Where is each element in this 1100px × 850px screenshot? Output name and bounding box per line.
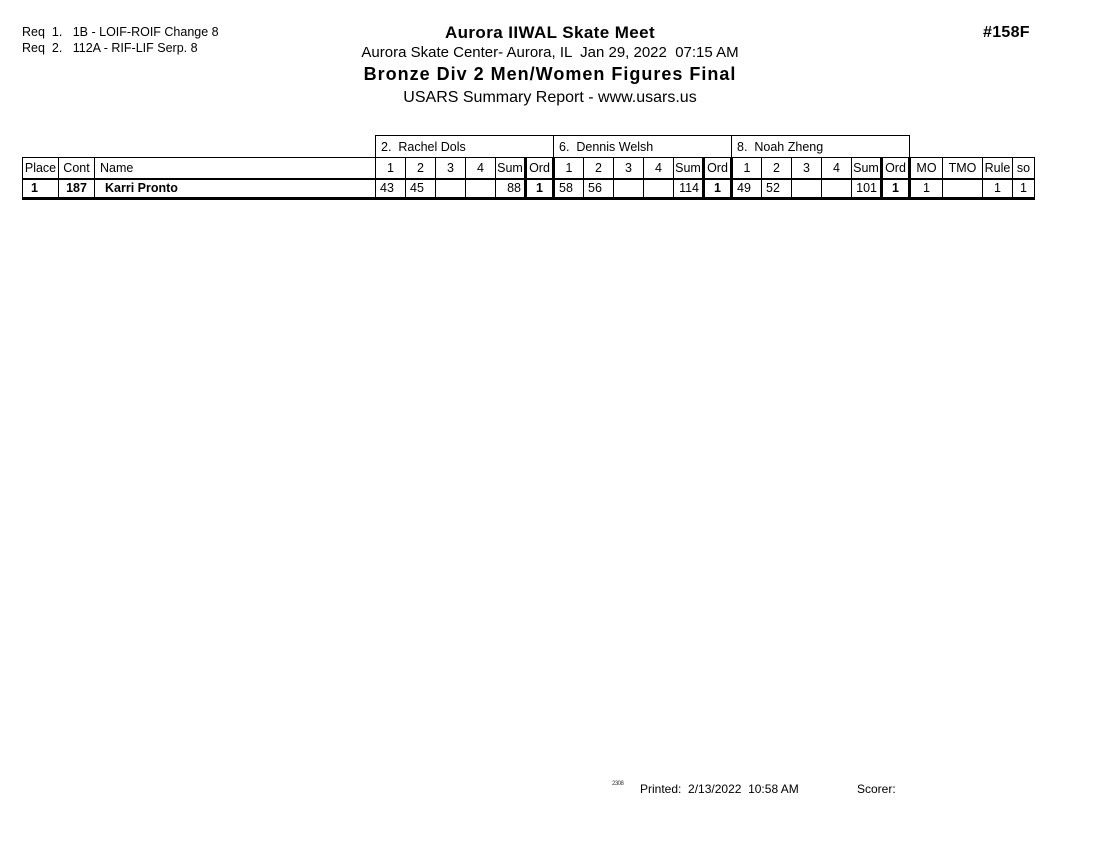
majority-ordinal: 1	[910, 179, 943, 199]
header-place: Place	[23, 158, 59, 179]
j2-sum: 114	[674, 179, 704, 199]
header-j3-4: 4	[822, 158, 852, 179]
j1-score-2: 45	[406, 179, 436, 199]
header-j3-1: 1	[732, 158, 762, 179]
header-j3-2: 2	[762, 158, 792, 179]
header-cont: Cont	[59, 158, 95, 179]
printed-timestamp	[640, 782, 799, 796]
j2-score-2: 56	[584, 179, 614, 199]
scorer-label: Scorer:	[857, 782, 896, 796]
header-j3-sum: Sum	[852, 158, 882, 179]
skater-place: 1	[23, 179, 59, 199]
header-j3-ord: Ord	[882, 158, 910, 179]
title-block	[0, 23, 1100, 110]
header-j3-3: 3	[792, 158, 822, 179]
header-j2-1: 1	[554, 158, 584, 179]
header-j1-1: 1	[376, 158, 406, 179]
j1-score-4	[466, 179, 496, 199]
header-j2-3: 3	[614, 158, 644, 179]
column-header-row	[23, 158, 1035, 179]
total-majority-ordinal	[943, 179, 983, 199]
header-j2-ord: Ord	[704, 158, 732, 179]
printed-label: Printed:	[640, 782, 682, 796]
so-value: 1	[1013, 179, 1035, 199]
results-table	[22, 135, 1035, 200]
header-j1-sum: Sum	[496, 158, 526, 179]
j1-score-3	[436, 179, 466, 199]
header-tmo: TMO	[943, 158, 983, 179]
header-rule: Rule	[983, 158, 1013, 179]
report-type-line: USARS Summary Report - www.usars.us	[403, 89, 697, 106]
header-name: Name	[95, 158, 376, 179]
skater-contestant-number: 187	[59, 179, 95, 199]
venue-date-line: Aurora Skate Center- Aurora, IL Jan 29, 2022 07:15 AM	[361, 44, 739, 61]
header-j2-2: 2	[584, 158, 614, 179]
header-so: so	[1013, 158, 1035, 179]
j3-score-1: 49	[732, 179, 762, 199]
j3-score-2: 52	[762, 179, 792, 199]
scorer-line	[857, 782, 896, 796]
j1-sum: 88	[496, 179, 526, 199]
j3-ordinal: 1	[882, 179, 910, 199]
j1-ordinal: 1	[526, 179, 554, 199]
header-j2-sum: Sum	[674, 158, 704, 179]
judge-row-spacer-left	[23, 136, 376, 158]
j2-ordinal: 1	[704, 179, 732, 199]
skater-result-row	[23, 179, 1035, 199]
judge-2-name: 6. Dennis Welsh	[554, 136, 732, 158]
header-mo: MO	[910, 158, 943, 179]
header-j1-ord: Ord	[526, 158, 554, 179]
event-number: #158F	[983, 24, 1030, 41]
event-title: Bronze Div 2 Men/Women Figures Final	[363, 64, 737, 84]
j3-score-4	[822, 179, 852, 199]
judge-row-spacer-right	[910, 136, 1035, 158]
micro-code: 2308	[612, 781, 624, 787]
header-j1-2: 2	[406, 158, 436, 179]
printed-value: 2/13/2022 10:58 AM	[688, 782, 799, 796]
requirement-line-1: Req 1. 1B - LOIF-ROIF Change 8	[22, 25, 219, 39]
j1-score-1: 43	[376, 179, 406, 199]
j3-sum: 101	[852, 179, 882, 199]
header-j2-4: 4	[644, 158, 674, 179]
judge-header-row	[23, 136, 1035, 158]
header-j1-3: 3	[436, 158, 466, 179]
judge-3-name: 8. Noah Zheng	[732, 136, 910, 158]
footer	[0, 780, 1100, 800]
requirement-line-2: Req 2. 112A - RIF-LIF Serp. 8	[22, 41, 198, 55]
j2-score-4	[644, 179, 674, 199]
rule-value: 1	[983, 179, 1013, 199]
header-j1-4: 4	[466, 158, 496, 179]
j2-score-1: 58	[554, 179, 584, 199]
j2-score-3	[614, 179, 644, 199]
judge-1-name: 2. Rachel Dols	[376, 136, 554, 158]
j3-score-3	[792, 179, 822, 199]
skater-name: Karri Pronto	[95, 179, 376, 199]
meet-title: Aurora IIWAL Skate Meet	[444, 23, 656, 42]
